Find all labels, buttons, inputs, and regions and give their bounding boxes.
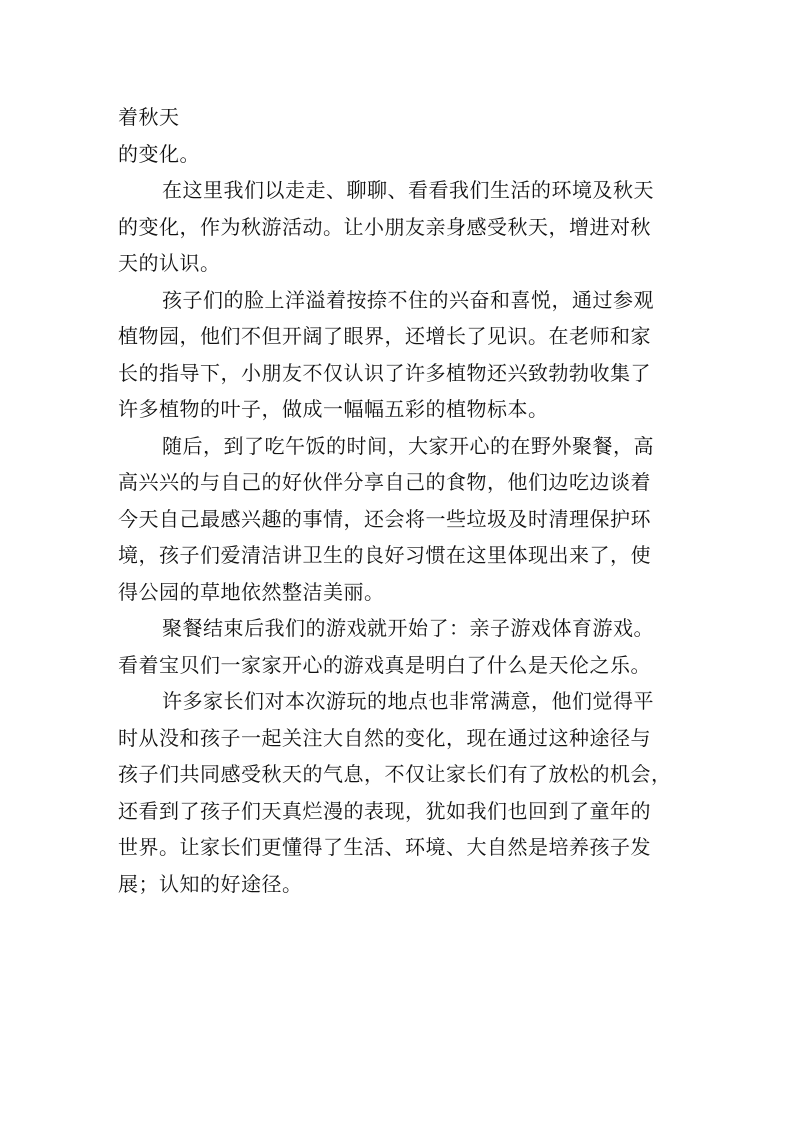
text-line: 植物园，他们不但开阔了眼界，还增长了见识。在老师和家 xyxy=(118,324,651,348)
paragraph-start-line: 随后，到了吃午饭的时间，大家开心的在野外聚餐，高 xyxy=(162,433,654,458)
paragraph-start-line: 聚餐结束后我们的游戏就开始了：亲子游戏体育游戏。 xyxy=(162,616,654,640)
text-line: 着秋天 xyxy=(118,105,180,129)
text-line: 许多植物的叶子，做成一幅幅五彩的植物标本。 xyxy=(118,397,549,421)
text-line: 的变化。 xyxy=(118,141,200,166)
text-line: 世界。让家长们更懂得了生活、环境、大自然是培养孩子发 xyxy=(118,835,651,859)
text-line: 天的认识。 xyxy=(118,251,221,275)
text-line: 境，孩子们爱清洁讲卫生的良好习惯在这里体现出来了，使 xyxy=(118,543,651,567)
text-line: 看着宝贝们一家家开心的游戏真是明白了什么是天伦之乐。 xyxy=(118,652,651,677)
text-line: 时从没和孩子一起关注大自然的变化，现在通过这种途径与 xyxy=(118,725,651,750)
text-line: 孩子们共同感受秋天的气息，不仅让家长们有了放松的机会， xyxy=(118,762,672,786)
text-line: 长的指导下，小朋友不仅认识了许多植物还兴致勃勃收集了 xyxy=(118,360,651,385)
text-line: 展；认知的好途径。 xyxy=(118,871,303,896)
text-line: 高兴兴的与自己的好伙伴分享自己的食物，他们边吃边谈着 xyxy=(118,470,651,494)
paragraph-start-line: 在这里我们以走走、聊聊、看看我们生活的环境及秋天 xyxy=(162,178,654,202)
paragraph-start-line: 许多家长们对本次游玩的地点也非常满意，他们觉得平 xyxy=(162,689,654,713)
text-line: 今天自己最感兴趣的事情，还会将一些垃圾及时清理保护环 xyxy=(118,506,651,531)
paragraph-start-line: 孩子们的脸上洋溢着按捺不住的兴奋和喜悦，通过参观 xyxy=(162,287,654,312)
text-line: 得公园的草地依然整洁美丽。 xyxy=(118,579,385,604)
body-text xyxy=(118,99,678,902)
text-line: 还看到了孩子们天真烂漫的表现，犹如我们也回到了童年的 xyxy=(118,798,651,823)
text-line: 的变化，作为秋游活动。让小朋友亲身感受秋天，增进对秋 xyxy=(118,214,651,239)
